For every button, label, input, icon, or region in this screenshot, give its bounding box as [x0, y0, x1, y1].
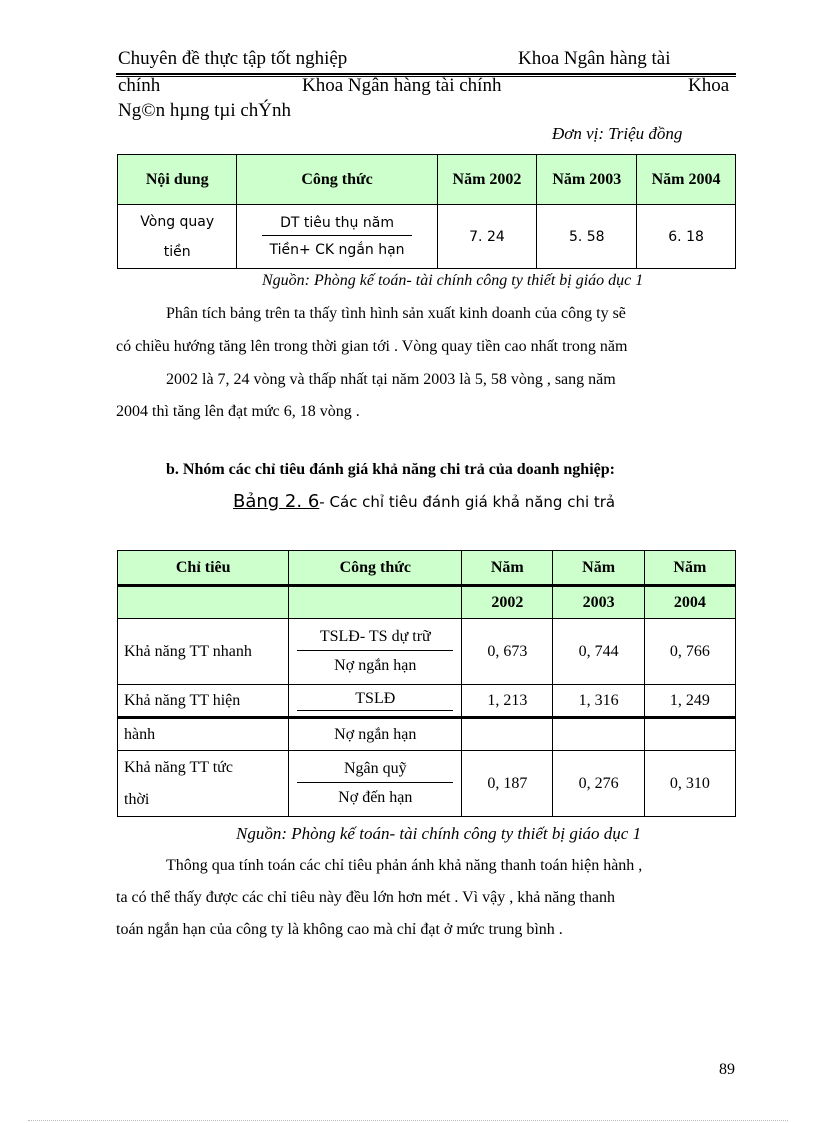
page-number: 89 — [719, 1061, 735, 1078]
table2-value: 0, 276 — [553, 751, 644, 817]
table2-row-label: hành — [118, 718, 289, 751]
paragraph-line: 2002 là 7, 24 vòng và thấp nhất tại năm 2003 là 5, 58 vòng , sang năm — [166, 371, 616, 388]
table2-empty-cell — [462, 718, 553, 751]
table2-row-label — [118, 751, 289, 817]
caption-label: Bảng 2. 6 — [233, 491, 320, 512]
header-line2-a: chính — [118, 75, 161, 96]
table2-year: 2003 — [553, 586, 644, 619]
formula-denominator: Nợ đến hạn — [338, 789, 413, 806]
table2-header: Năm — [644, 551, 735, 586]
table2-year: 2004 — [644, 586, 735, 619]
header-line2-b: Khoa Ngân hàng tài chính — [302, 75, 502, 96]
table2-row-label: Khả năng TT hiện — [118, 685, 289, 718]
formula-numerator: TSLĐ- TS dự trữ — [297, 628, 453, 651]
table2-formula — [289, 751, 462, 817]
table2-value: 0, 310 — [644, 751, 735, 817]
header-title-left: Chuyên đề thực tập tốt nghiệp — [118, 48, 348, 69]
table1-value: 5. 58 — [537, 205, 637, 269]
table1-value: 7. 24 — [437, 205, 537, 269]
table1-source: Nguồn: Phòng kế toán- tài chính công ty thiết bị giáo dục 1 — [262, 272, 644, 289]
table2-value: 0, 673 — [462, 619, 553, 685]
paragraph-line: có chiều hướng tăng lên trong thời gian tới . Vòng quay tiền cao nhất trong năm — [116, 338, 628, 355]
table1-row-label — [118, 205, 237, 269]
table2-year-blank — [289, 586, 462, 619]
table2-formula — [289, 685, 462, 718]
table-solvency-indicators — [117, 550, 736, 817]
table2-value: 0, 744 — [553, 619, 644, 685]
table2-header: Năm — [553, 551, 644, 586]
formula-numerator: TSLĐ — [297, 690, 453, 711]
header-line3: Ng©n hµng tµi chÝnh — [118, 100, 292, 121]
paragraph-line: toán ngắn hạn của công ty là không cao mà chỉ đạt ở mức trung bình . — [116, 921, 563, 938]
table2-header: Công thức — [289, 551, 462, 586]
table1-header: Năm 2003 — [537, 155, 637, 205]
formula-denominator: Tiền+ CK ngắn hạn — [269, 242, 405, 258]
table2-header: Chỉ tiêu — [118, 551, 289, 586]
header-title-right: Khoa Ngân hàng tài — [518, 48, 671, 69]
table2-formula — [289, 619, 462, 685]
table2-row-label: Khả năng TT nhanh — [118, 619, 289, 685]
formula-denominator: Nợ ngắn hạn — [334, 657, 417, 674]
section-heading: b. Nhóm các chỉ tiêu đánh giá khả năng chi trả của doanh nghiệp: — [166, 461, 615, 478]
paragraph-line: Phân tích bảng trên ta thấy tình hình sản xuất kinh doanh của công ty sẽ — [166, 305, 626, 322]
paragraph-line: ta có thể thấy được các chỉ tiêu này đều lớn hơn mét . Vì vậy , khả năng thanh — [116, 889, 615, 906]
table2-year: 2002 — [462, 586, 553, 619]
label-line: Khả năng TT tức — [124, 758, 233, 776]
table2-value: 0, 187 — [462, 751, 553, 817]
label-line: tiền — [163, 243, 191, 260]
table2-year-blank — [118, 586, 289, 619]
label-line: Vòng quay — [140, 213, 215, 230]
table1-formula — [237, 205, 437, 269]
page-bottom-border — [28, 1120, 788, 1121]
paragraph-line: Thông qua tính toán các chỉ tiêu phản ánh khả năng thanh toán hiện hành , — [166, 857, 643, 874]
table1-value: 6. 18 — [637, 205, 736, 269]
table2-empty-cell — [644, 718, 735, 751]
table2-caption — [233, 491, 615, 512]
table2-source: Nguồn: Phòng kế toán- tài chính công ty thiết bị giáo dục 1 — [236, 824, 642, 843]
header-line2-c: Khoa — [688, 75, 730, 96]
table-round-turnover — [117, 154, 736, 269]
formula-numerator: DT tiêu thụ năm — [262, 215, 412, 236]
table2-formula-denominator: Nợ ngắn hạn — [289, 718, 462, 751]
table2-empty-cell — [553, 718, 644, 751]
caption-text: - Các chỉ tiêu đánh giá khả năng chi trả — [319, 493, 616, 511]
table1-header: Công thức — [237, 155, 437, 205]
table1-header: Năm 2002 — [437, 155, 537, 205]
table1-header: Năm 2004 — [637, 155, 736, 205]
table2-header: Năm — [462, 551, 553, 586]
table2-value: 1, 213 — [462, 685, 553, 718]
table2-value: 0, 766 — [644, 619, 735, 685]
formula-numerator: Ngân quỹ — [297, 760, 453, 783]
table1-header: Nội dung — [118, 155, 237, 205]
label-line: thời — [124, 790, 150, 808]
paragraph-line: 2004 thì tăng lên đạt mức 6, 18 vòng . — [116, 403, 360, 420]
table2-value: 1, 316 — [553, 685, 644, 718]
unit-note: Đơn vị: Triệu đồng — [552, 124, 683, 143]
table2-value: 1, 249 — [644, 685, 735, 718]
